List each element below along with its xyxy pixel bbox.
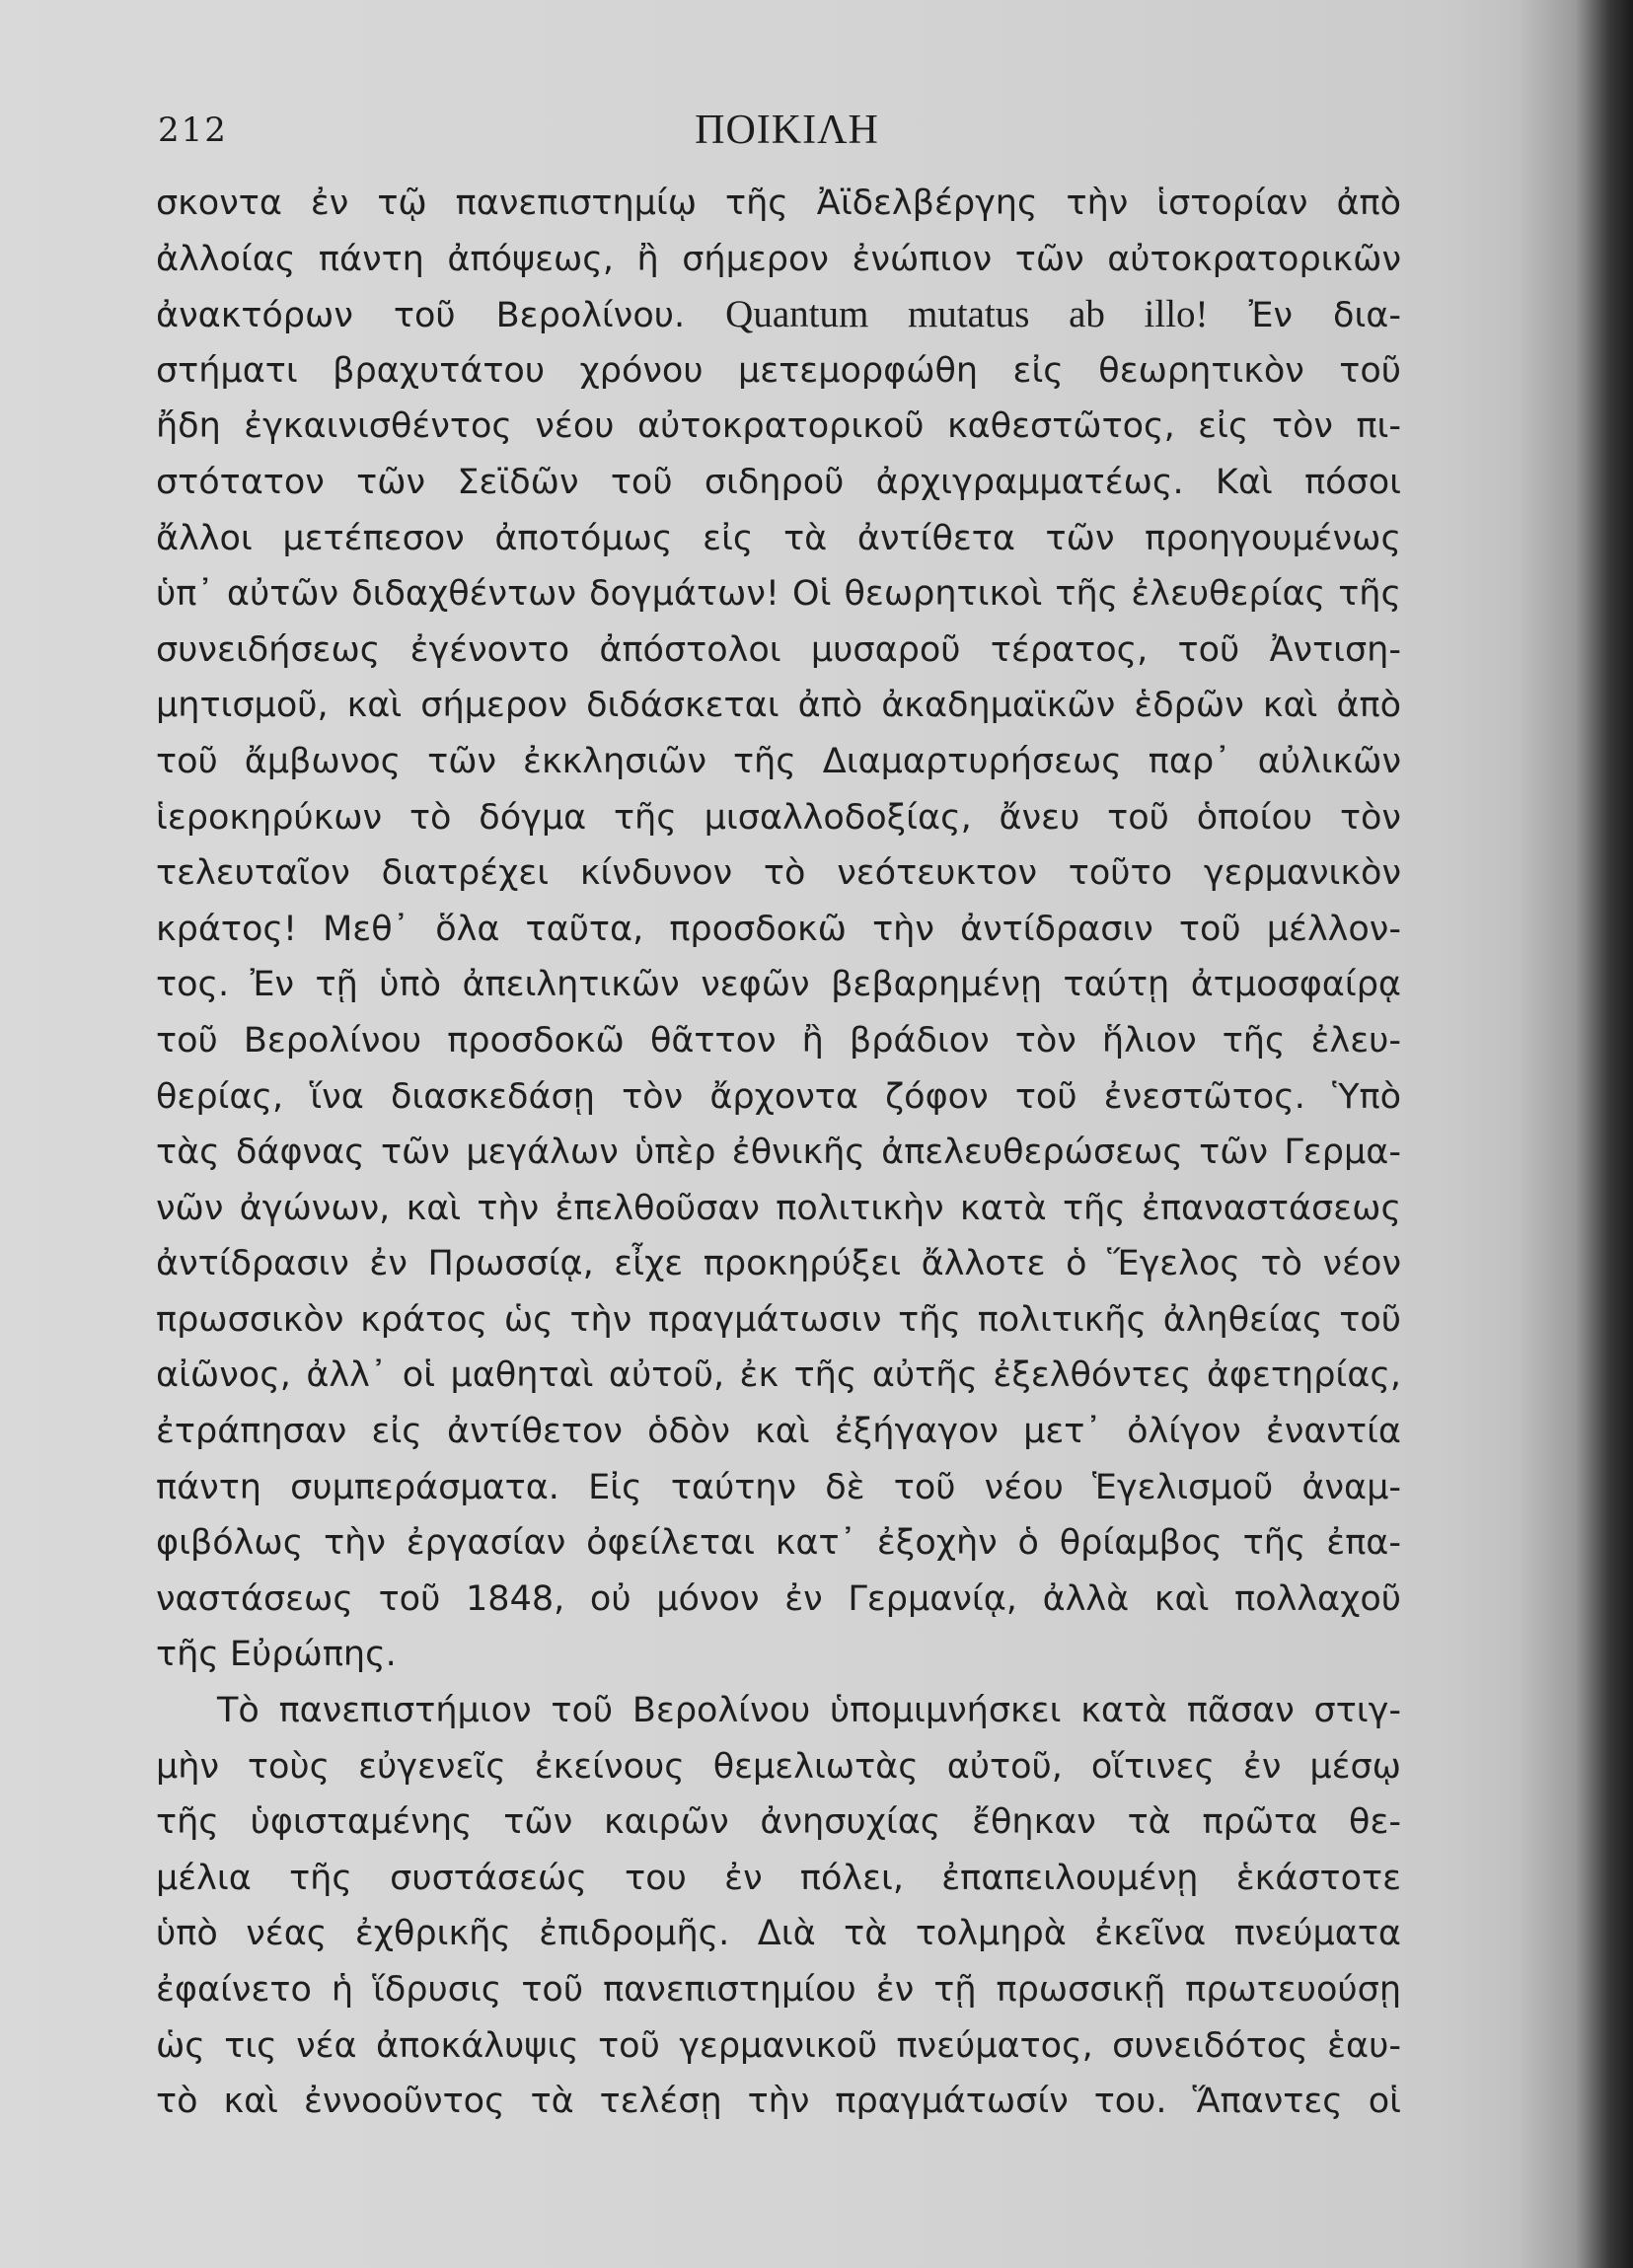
text-line: μητισμοῦ, καὶ σήμερον διδάσκεται ἀπὸ ἀκαδημαϊκῶν ἑδρῶν καὶ ἀπὸ <box>156 686 1401 726</box>
text-line: ἐφαίνετο ἡ ἵδρυσις τοῦ πανεπιστημίου ἐν τῇ πρωσσικῇ πρωτευούσῃ <box>156 1970 1401 2010</box>
text-line: ἤδη ἐγκαινισθέντος νέου αὐτοκρατορικοῦ καθεστῶτος, εἰς τὸν πι- <box>156 406 1401 447</box>
running-title: ΠΟΙΚΙΛΗ <box>695 108 879 153</box>
text-line: ναστάσεως τοῦ 1848, οὐ μόνον ἐν Γερμανίᾳ, ἀλλὰ καὶ πολλαχοῦ <box>156 1578 1401 1619</box>
text-line: τῆς ὑφισταμένης τῶν καιρῶν ἀνησυχίας ἔθηκαν τὰ πρῶτα θε- <box>156 1802 1401 1843</box>
text-line: τῆς Εὐρώπης. <box>156 1635 397 1675</box>
text-line: τελευταῖον διατρέχει κίνδυνον τὸ νεότευκτον τοῦτο γερμανικὸν <box>156 853 1401 894</box>
text-line: αἰῶνος, ἀλλ᾽ οἱ μαθηταὶ αὐτοῦ, ἐκ τῆς αὐτῆς ἐξελθόντες ἀφετηρίας, <box>156 1355 1401 1396</box>
text-line: ἀλλοίας πάντη ἀπόψεως, ἢ σήμερον ἐνώπιον τῶν αὐτοκρατορικῶν <box>156 239 1401 279</box>
text-line <box>156 287 1401 343</box>
page-number: 212 <box>158 110 228 150</box>
text-line: στήματι βραχυτάτου χρόνου μετεμορφώθη εἰς θεωρητικὸν τοῦ <box>156 350 1401 391</box>
text-segment: Ἐν δια- <box>1248 296 1401 336</box>
text-line: ὡς τις νέα ἀποκάλυψις τοῦ γερμανικοῦ πνεύματος, συνειδότος ἑαυ- <box>156 2025 1401 2066</box>
text-line: νῶν ἀγώνων, καὶ τὴν ἐπελθοῦσαν πολιτικὴν κατὰ τῆς ἐπαναστάσεως <box>156 1188 1401 1228</box>
text-line: στότατον τῶν Σεϊδῶν τοῦ σιδηροῦ ἀρχιγραμματέως. Καὶ πόσοι <box>156 462 1401 502</box>
text-line: ὑπ᾽ αὐτῶν διδαχθέντων δογμάτων! Οἱ θεωρητικοὶ τῆς ἐλευθερίας τῆς <box>156 574 1401 615</box>
text-line: ἐτράπησαν εἰς ἀντίθετον ὁδὸν καὶ ἐξήγαγον μετ᾽ ὀλίγον ἐναντία <box>156 1412 1401 1452</box>
text-line: τοῦ ἄμβωνος τῶν ἐκκλησιῶν τῆς Διαμαρτυρήσεως παρ᾽ αὐλικῶν <box>156 741 1401 781</box>
text-line: μέλια τῆς συστάσεώς του ἐν πόλει, ἐπαπειλουμένῃ ἑκάστοτε <box>156 1858 1401 1898</box>
text-line: θερίας, ἵνα διασκεδάσῃ τὸν ἄρχοντα ζόφον τοῦ ἐνεστῶτος. Ὑπὸ <box>156 1076 1401 1117</box>
paragraph-2 <box>156 1683 1401 2130</box>
text-line: τοῦ Βερολίνου προσδοκῶ θᾶττον ἢ βράδιον τὸν ἥλιον τῆς ἐλευ- <box>156 1020 1401 1061</box>
text-line: ἱεροκηρύκων τὸ δόγμα τῆς μισαλλοδοξίας, ἄνευ τοῦ ὁποίου τὸν <box>156 797 1401 838</box>
page-header <box>158 99 1396 158</box>
text-line: ἄλλοι μετέπεσον ἀποτόμως εἰς τὰ ἀντίθετα τῶν προηγουμένως <box>156 518 1401 558</box>
text-line: κράτος! Μεθ᾽ ὅλα ταῦτα, προσδοκῶ τὴν ἀντίδρασιν τοῦ μέλλον- <box>156 909 1401 949</box>
text-line: φιβόλως τὴν ἐργασίαν ὀφείλεται κατ᾽ ἐξοχὴν ὁ θρίαμβος τῆς ἐπα- <box>156 1523 1401 1564</box>
text-line: πρωσσικὸν κράτος ὡς τὴν πραγμάτωσιν τῆς πολιτικῆς ἀληθείας τοῦ <box>156 1299 1401 1340</box>
text-line: ἀντίδρασιν ἐν Πρωσσίᾳ, εἶχε προκηρύξει ἄλλοτε ὁ Ἕγελος τὸ νέον <box>156 1244 1401 1284</box>
text-line: σκοντα ἐν τῷ πανεπιστημίῳ τῆς Ἀϊδελβέργης τὴν ἱστορίαν ἀπὸ <box>156 183 1401 223</box>
text-line: Τὸ πανεπιστήμιον τοῦ Βερολίνου ὑπομιμνήσκει κατὰ πᾶσαν στιγ- <box>217 1691 1401 1731</box>
text-line: τὰς δάφνας τῶν μεγάλων ὑπὲρ ἐθνικῆς ἀπελευθερώσεως τῶν Γερμα- <box>156 1133 1401 1173</box>
paragraph-1 <box>156 176 1401 1683</box>
text-line: πάντη συμπεράσματα. Εἰς ταύτην δὲ τοῦ νέου Ἑγελισμοῦ ἀναμ- <box>156 1467 1401 1507</box>
text-line: τὸ καὶ ἐννοοῦντος τὰ τελέσῃ τὴν πραγμάτωσίν του. Ἅπαντες οἱ <box>156 2082 1401 2122</box>
text-segment: ἀνακτόρων τοῦ Βερολίνου. <box>156 296 686 336</box>
text-line: τος. Ἐν τῇ ὑπὸ ἀπειλητικῶν νεφῶν βεβαρημένῃ ταύτῃ ἀτμοσφαίρᾳ <box>156 965 1401 1005</box>
text-line: συνειδήσεως ἐγένοντο ἀπόστολοι μυσαροῦ τέρατος, τοῦ Ἀντιση- <box>156 629 1401 670</box>
latin-quote: Quantum mutatus ab illo! <box>725 293 1209 336</box>
text-line: μὴν τοὺς εὐγενεῖς ἐκείνους θεμελιωτὰς αὐτοῦ, οἵτινες ἐν μέσῳ <box>156 1746 1401 1787</box>
text-line: ὑπὸ νέας ἐχθρικῆς ἐπιδρομῆς. Διὰ τὰ τολμηρὰ ἐκεῖνα πνεύματα <box>156 1914 1401 1954</box>
body-text <box>156 176 1401 2130</box>
